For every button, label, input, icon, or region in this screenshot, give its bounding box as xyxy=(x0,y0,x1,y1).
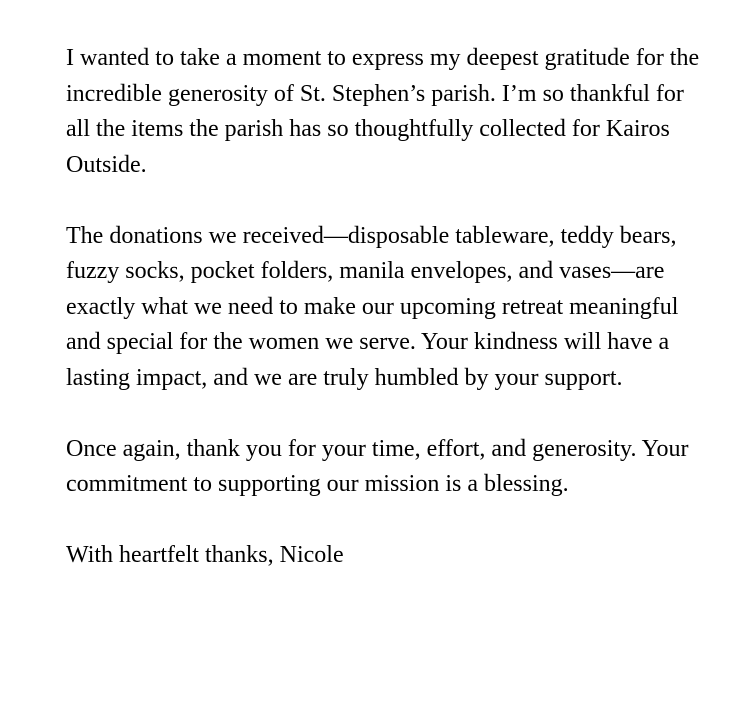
letter-closing: With heartfelt thanks, Nicole xyxy=(66,542,344,568)
letter-paragraph-1: I wanted to take a moment to express my deepest gratitude for the incredible generosity of St. Stephen’s parish. I’m so thankful for all the items the parish has so thoughtfully collected for Kairos Outside. xyxy=(66,45,700,178)
thank-you-letter xyxy=(66,41,706,574)
letter-paragraph-2: The donations we received—disposable tableware, teddy bears, fuzzy socks, pocket folders, manila envelopes, and vases—are exactly what we need to make our upcoming retreat meaningful and special for the women we serve. Your kindness will have a lasting impact, and we are truly humbled by your support. xyxy=(66,222,679,391)
letter-paragraph-3: Once again, thank you for your time, effort, and generosity. Your commitment to supporting our mission is a blessing. xyxy=(66,435,689,497)
